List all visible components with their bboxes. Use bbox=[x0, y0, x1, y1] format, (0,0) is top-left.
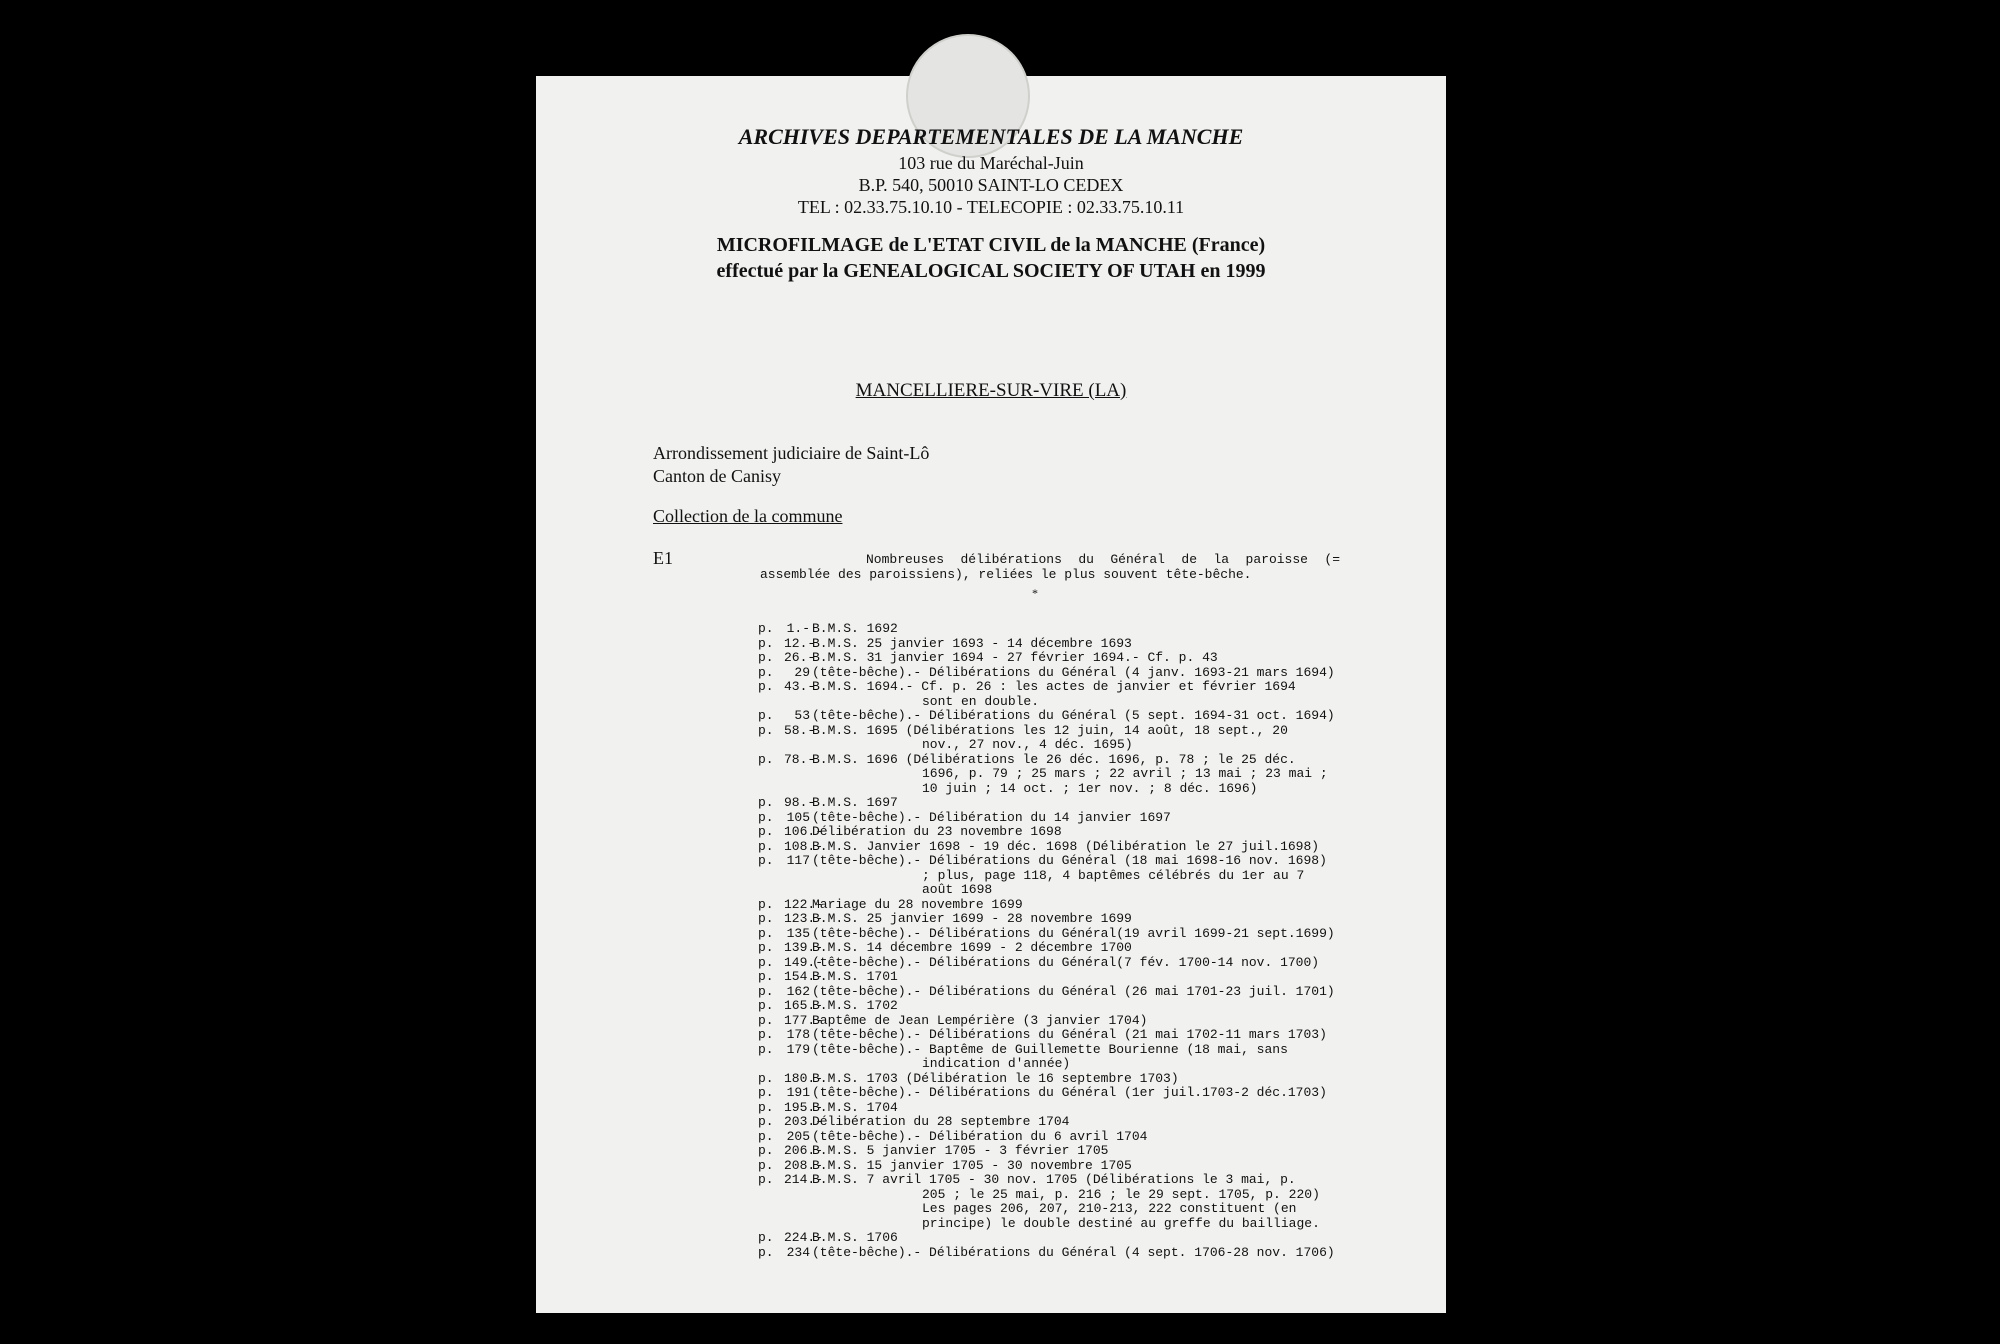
entry-continuation: 205 ; le 25 mai, p. 216 ; le 29 sept. 1705, p. 220) bbox=[922, 1186, 1320, 1202]
collection-heading: Collection de la commune bbox=[653, 506, 843, 526]
entry-text: (tête-bêche).- Délibérations du Général(7 fév. 1700-14 nov. 1700) bbox=[812, 954, 1320, 970]
canton: Canton de Canisy bbox=[653, 466, 781, 486]
entry-row bbox=[758, 985, 1358, 1000]
page-number: 224.- bbox=[784, 1230, 824, 1245]
page-number: 26.- bbox=[784, 650, 816, 665]
entry-text: (tête-bêche).- Délibérations du Général (21 mai 1702-11 mars 1703) bbox=[812, 1027, 1327, 1042]
entry-text: B.M.S. 1704 bbox=[812, 1099, 898, 1115]
page-prefix: p. bbox=[758, 1027, 774, 1042]
entry-row bbox=[758, 724, 1358, 739]
page-prefix: p. bbox=[758, 853, 774, 868]
page-number: 29 bbox=[794, 664, 810, 680]
entry-continuation: indication d'année) bbox=[922, 1056, 1071, 1071]
microfilm-line-2: effectué par la GENEALOGICAL SOCIETY OF UTAH en 1999 bbox=[716, 260, 1266, 282]
entry-row bbox=[758, 1144, 1358, 1159]
document-sheet bbox=[536, 76, 1446, 1313]
entry-continuation: ; plus, page 118, 4 baptêmes célébrés du 1er au 7 bbox=[922, 867, 1305, 883]
entry-continuation: Les pages 206, 207, 210-213, 222 constituent (en bbox=[922, 1201, 1297, 1216]
entry-text: (tête-bêche).- Délibérations du Général (18 mai 1698-16 nov. 1698) bbox=[812, 853, 1327, 868]
entry-row bbox=[758, 825, 1358, 840]
page-prefix: p. bbox=[758, 679, 774, 694]
page-prefix: p. bbox=[758, 954, 774, 970]
archive-header bbox=[536, 124, 1446, 218]
entry-row bbox=[758, 1101, 1358, 1116]
microfilm-line-1: MICROFILMAGE de L'ETAT CIVIL de la MANCHE (France) bbox=[716, 234, 1266, 256]
page-prefix: p. bbox=[758, 1099, 774, 1115]
entry-row bbox=[758, 1159, 1358, 1174]
entry-row bbox=[758, 941, 1358, 956]
page-prefix: p. bbox=[758, 635, 774, 651]
page-prefix: p. bbox=[758, 621, 774, 636]
entry-text: B.M.S. 1692 bbox=[812, 621, 898, 636]
entries-list bbox=[758, 622, 1358, 1260]
page-number: 78.- bbox=[784, 751, 816, 767]
entry-text: B.M.S. 1697 bbox=[812, 795, 898, 810]
entry-text: B.M.S. 1706 bbox=[812, 1230, 898, 1245]
page-prefix: p. bbox=[758, 1230, 774, 1245]
page-number: 139.- bbox=[784, 940, 824, 955]
entry-row bbox=[758, 927, 1358, 942]
page-prefix: p. bbox=[758, 940, 774, 955]
page-number: 208.- bbox=[784, 1157, 824, 1173]
entry-text: B.M.S. 5 janvier 1705 - 3 février 1705 bbox=[812, 1143, 1109, 1158]
entry-text: B.M.S. 1696 (Délibérations le 26 déc. 1696, p. 78 ; le 25 déc. bbox=[812, 751, 1296, 767]
entry-text: B.M.S. 7 avril 1705 - 30 nov. 1705 (Délibérations le 3 mai, p. bbox=[812, 1172, 1296, 1187]
page-number: 165.- bbox=[784, 998, 824, 1013]
entry-row bbox=[758, 1086, 1358, 1101]
page-prefix: p. bbox=[758, 1041, 774, 1057]
entry-text: B.M.S. 25 janvier 1693 - 14 décembre 1693 bbox=[812, 635, 1132, 651]
entry-row bbox=[758, 912, 1358, 927]
entry-text: (tête-bêche).- Délibérations du Général (4 janv. 1693-21 mars 1694) bbox=[812, 664, 1335, 680]
page-number: 135 bbox=[786, 925, 810, 941]
series-description: Nombreuses délibérations du Général de la paroisse (= assemblée des paroissiens), reliées le plus souvent tête-bêche. bbox=[760, 552, 1340, 582]
page-number: 203.- bbox=[784, 1114, 824, 1129]
arrondissement: Arrondissement judiciaire de Saint-Lô bbox=[653, 443, 930, 463]
entry-row bbox=[758, 1231, 1358, 1246]
page-number: 105 bbox=[786, 809, 810, 825]
entry-continuation: août 1698 bbox=[922, 882, 993, 897]
entry-text: B.M.S. 1701 bbox=[812, 969, 898, 984]
entry-text: (tête-bêche).- Délibérations du Général (4 sept. 1706-28 nov. 1706) bbox=[812, 1244, 1335, 1260]
archive-name: ARCHIVES DEPARTEMENTALES DE LA MANCHE bbox=[738, 124, 1244, 149]
entry-row bbox=[758, 1043, 1358, 1058]
entry-text: Baptême de Jean Lempérière (3 janvier 1704) bbox=[812, 1012, 1148, 1028]
page-number: 58.- bbox=[784, 722, 816, 738]
entry-text: B.M.S. 1703 (Délibération le 16 septembre 1703) bbox=[812, 1070, 1179, 1086]
entry-text: Mariage du 28 novembre 1699 bbox=[812, 896, 1023, 912]
entry-text: B.M.S. 25 janvier 1699 - 28 novembre 1699 bbox=[812, 911, 1132, 926]
page-number: 1.- bbox=[786, 621, 810, 636]
entry-row bbox=[758, 1014, 1358, 1029]
page-number: 205 bbox=[786, 1128, 810, 1144]
series-code: E1 bbox=[653, 548, 673, 568]
entry-continuation: nov., 27 nov., 4 déc. 1695) bbox=[922, 737, 1133, 752]
page-prefix: p. bbox=[758, 664, 774, 680]
page-number: 149.- bbox=[784, 954, 824, 970]
entry-row bbox=[758, 709, 1358, 724]
page-number: 108.- bbox=[784, 838, 824, 854]
entry-text: (tête-bêche).- Délibérations du Général (5 sept. 1694-31 oct. 1694) bbox=[812, 708, 1335, 723]
commune-title: MANCELLIERE-SUR-VIRE (LA) bbox=[855, 380, 1127, 401]
entry-text: B.M.S. 1694.- Cf. p. 26 : les actes de janvier et février 1694 bbox=[812, 679, 1296, 694]
entry-text: B.M.S. 1695 (Délibérations les 12 juin, 14 août, 18 sept., 20 bbox=[812, 722, 1288, 738]
page-prefix: p. bbox=[758, 1128, 774, 1144]
page-number: 179 bbox=[786, 1041, 810, 1057]
entry-row bbox=[758, 651, 1358, 666]
entry-row bbox=[758, 1130, 1358, 1145]
entry-row bbox=[758, 1028, 1358, 1043]
entry-text: (tête-bêche).- Délibérations du Général (1er juil.1703-2 déc.1703) bbox=[812, 1085, 1327, 1100]
page-number: 43.- bbox=[784, 679, 816, 694]
page-prefix: p. bbox=[758, 1085, 774, 1100]
page-number: 106.- bbox=[784, 824, 824, 839]
entry-continuation: 1696, p. 79 ; 25 mars ; 22 avril ; 13 mai ; 23 mai ; bbox=[922, 766, 1328, 781]
page-number: 214.- bbox=[784, 1172, 824, 1187]
page-number: 12.- bbox=[784, 635, 816, 651]
page-prefix: p. bbox=[758, 969, 774, 984]
entry-text: (tête-bêche).- Délibération du 6 avril 1704 bbox=[812, 1128, 1148, 1144]
page-prefix: p. bbox=[758, 838, 774, 854]
entry-row bbox=[758, 753, 1358, 768]
page-prefix: p. bbox=[758, 925, 774, 941]
page-prefix: p. bbox=[758, 1172, 774, 1187]
page-number: 162 bbox=[786, 983, 810, 999]
entry-text: B.M.S. Janvier 1698 - 19 déc. 1698 (Délibération le 27 juil.1698) bbox=[812, 838, 1320, 854]
page-prefix: p. bbox=[758, 1244, 774, 1260]
page-number: 98.- bbox=[784, 795, 816, 810]
entry-row bbox=[758, 970, 1358, 985]
entry-text: Délibération du 23 novembre 1698 bbox=[812, 824, 1062, 839]
page-number: 177.- bbox=[784, 1012, 824, 1028]
entry-text: B.M.S. 1702 bbox=[812, 998, 898, 1013]
entry-continuation: 10 juin ; 14 oct. ; 1er nov. ; 8 déc. 1696) bbox=[922, 780, 1258, 796]
page-prefix: p. bbox=[758, 983, 774, 999]
entry-row bbox=[758, 1173, 1358, 1188]
entry-text: (tête-bêche).- Délibération du 14 janvier 1697 bbox=[812, 809, 1171, 825]
entry-row bbox=[758, 680, 1358, 695]
page-number: 122.- bbox=[784, 896, 824, 912]
entry-text: (tête-bêche).- Délibérations du Général(19 avril 1699-21 sept.1699) bbox=[812, 925, 1335, 941]
microfilm-title bbox=[536, 232, 1446, 284]
administrative-info bbox=[653, 442, 929, 488]
entry-row bbox=[758, 840, 1358, 855]
entry-row bbox=[758, 666, 1358, 681]
page-number: 180.- bbox=[784, 1070, 824, 1086]
entry-row bbox=[758, 811, 1358, 826]
entry-text: B.M.S. 14 décembre 1699 - 2 décembre 1700 bbox=[812, 940, 1132, 955]
page-prefix: p. bbox=[758, 911, 774, 926]
entry-row bbox=[758, 999, 1358, 1014]
entry-continuation: principe) le double destiné au greffe du bailliage. bbox=[922, 1215, 1320, 1231]
entry-row bbox=[758, 622, 1358, 637]
page-prefix: p. bbox=[758, 824, 774, 839]
entry-text: B.M.S. 15 janvier 1705 - 30 novembre 1705 bbox=[812, 1157, 1132, 1173]
page-prefix: p. bbox=[758, 1114, 774, 1129]
page-prefix: p. bbox=[758, 795, 774, 810]
entry-row bbox=[758, 637, 1358, 652]
entry-row bbox=[758, 956, 1358, 971]
address-line-2: B.P. 540, 50010 SAINT-LO CEDEX bbox=[858, 175, 1124, 195]
page-prefix: p. bbox=[758, 809, 774, 825]
address-line-1: 103 rue du Maréchal-Juin bbox=[898, 153, 1084, 173]
page-prefix: p. bbox=[758, 1157, 774, 1173]
page-prefix: p. bbox=[758, 1012, 774, 1028]
entry-text: Délibération du 28 septembre 1704 bbox=[812, 1114, 1070, 1129]
page-number: 123.- bbox=[784, 911, 824, 926]
page-number: 195.- bbox=[784, 1099, 824, 1115]
page-number: 178 bbox=[786, 1027, 810, 1042]
entry-text: (tête-bêche).- Délibérations du Général (26 mai 1701-23 juil. 1701) bbox=[812, 983, 1335, 999]
page-number: 234 bbox=[786, 1244, 810, 1260]
entry-row bbox=[758, 796, 1358, 811]
page-number: 154.- bbox=[784, 969, 824, 984]
page-prefix: p. bbox=[758, 896, 774, 912]
entry-row bbox=[758, 1115, 1358, 1130]
entry-row bbox=[758, 1072, 1358, 1087]
page-number: 53 bbox=[794, 708, 810, 723]
page-prefix: p. bbox=[758, 751, 774, 767]
entry-row bbox=[758, 898, 1358, 913]
page-prefix: p. bbox=[758, 1070, 774, 1086]
page-number: 191 bbox=[786, 1085, 810, 1100]
page-prefix: p. bbox=[758, 1143, 774, 1158]
entry-continuation: sont en double. bbox=[922, 693, 1040, 709]
page-prefix: p. bbox=[758, 998, 774, 1013]
page-prefix: p. bbox=[758, 722, 774, 738]
entry-row bbox=[758, 1246, 1358, 1261]
page-prefix: p. bbox=[758, 650, 774, 665]
phone-line: TEL : 02.33.75.10.10 - TELECOPIE : 02.33.75.10.11 bbox=[797, 197, 1185, 217]
separator-star: * bbox=[1032, 586, 1038, 600]
entry-text: B.M.S. 31 janvier 1694 - 27 février 1694.- Cf. p. 43 bbox=[812, 650, 1218, 665]
page-number: 206.- bbox=[784, 1143, 824, 1158]
entry-text: (tête-bêche).- Baptême de Guillemette Bourienne (18 mai, sans bbox=[812, 1041, 1288, 1057]
page-prefix: p. bbox=[758, 708, 774, 723]
page-number: 117 bbox=[786, 853, 810, 868]
entry-row bbox=[758, 854, 1358, 869]
